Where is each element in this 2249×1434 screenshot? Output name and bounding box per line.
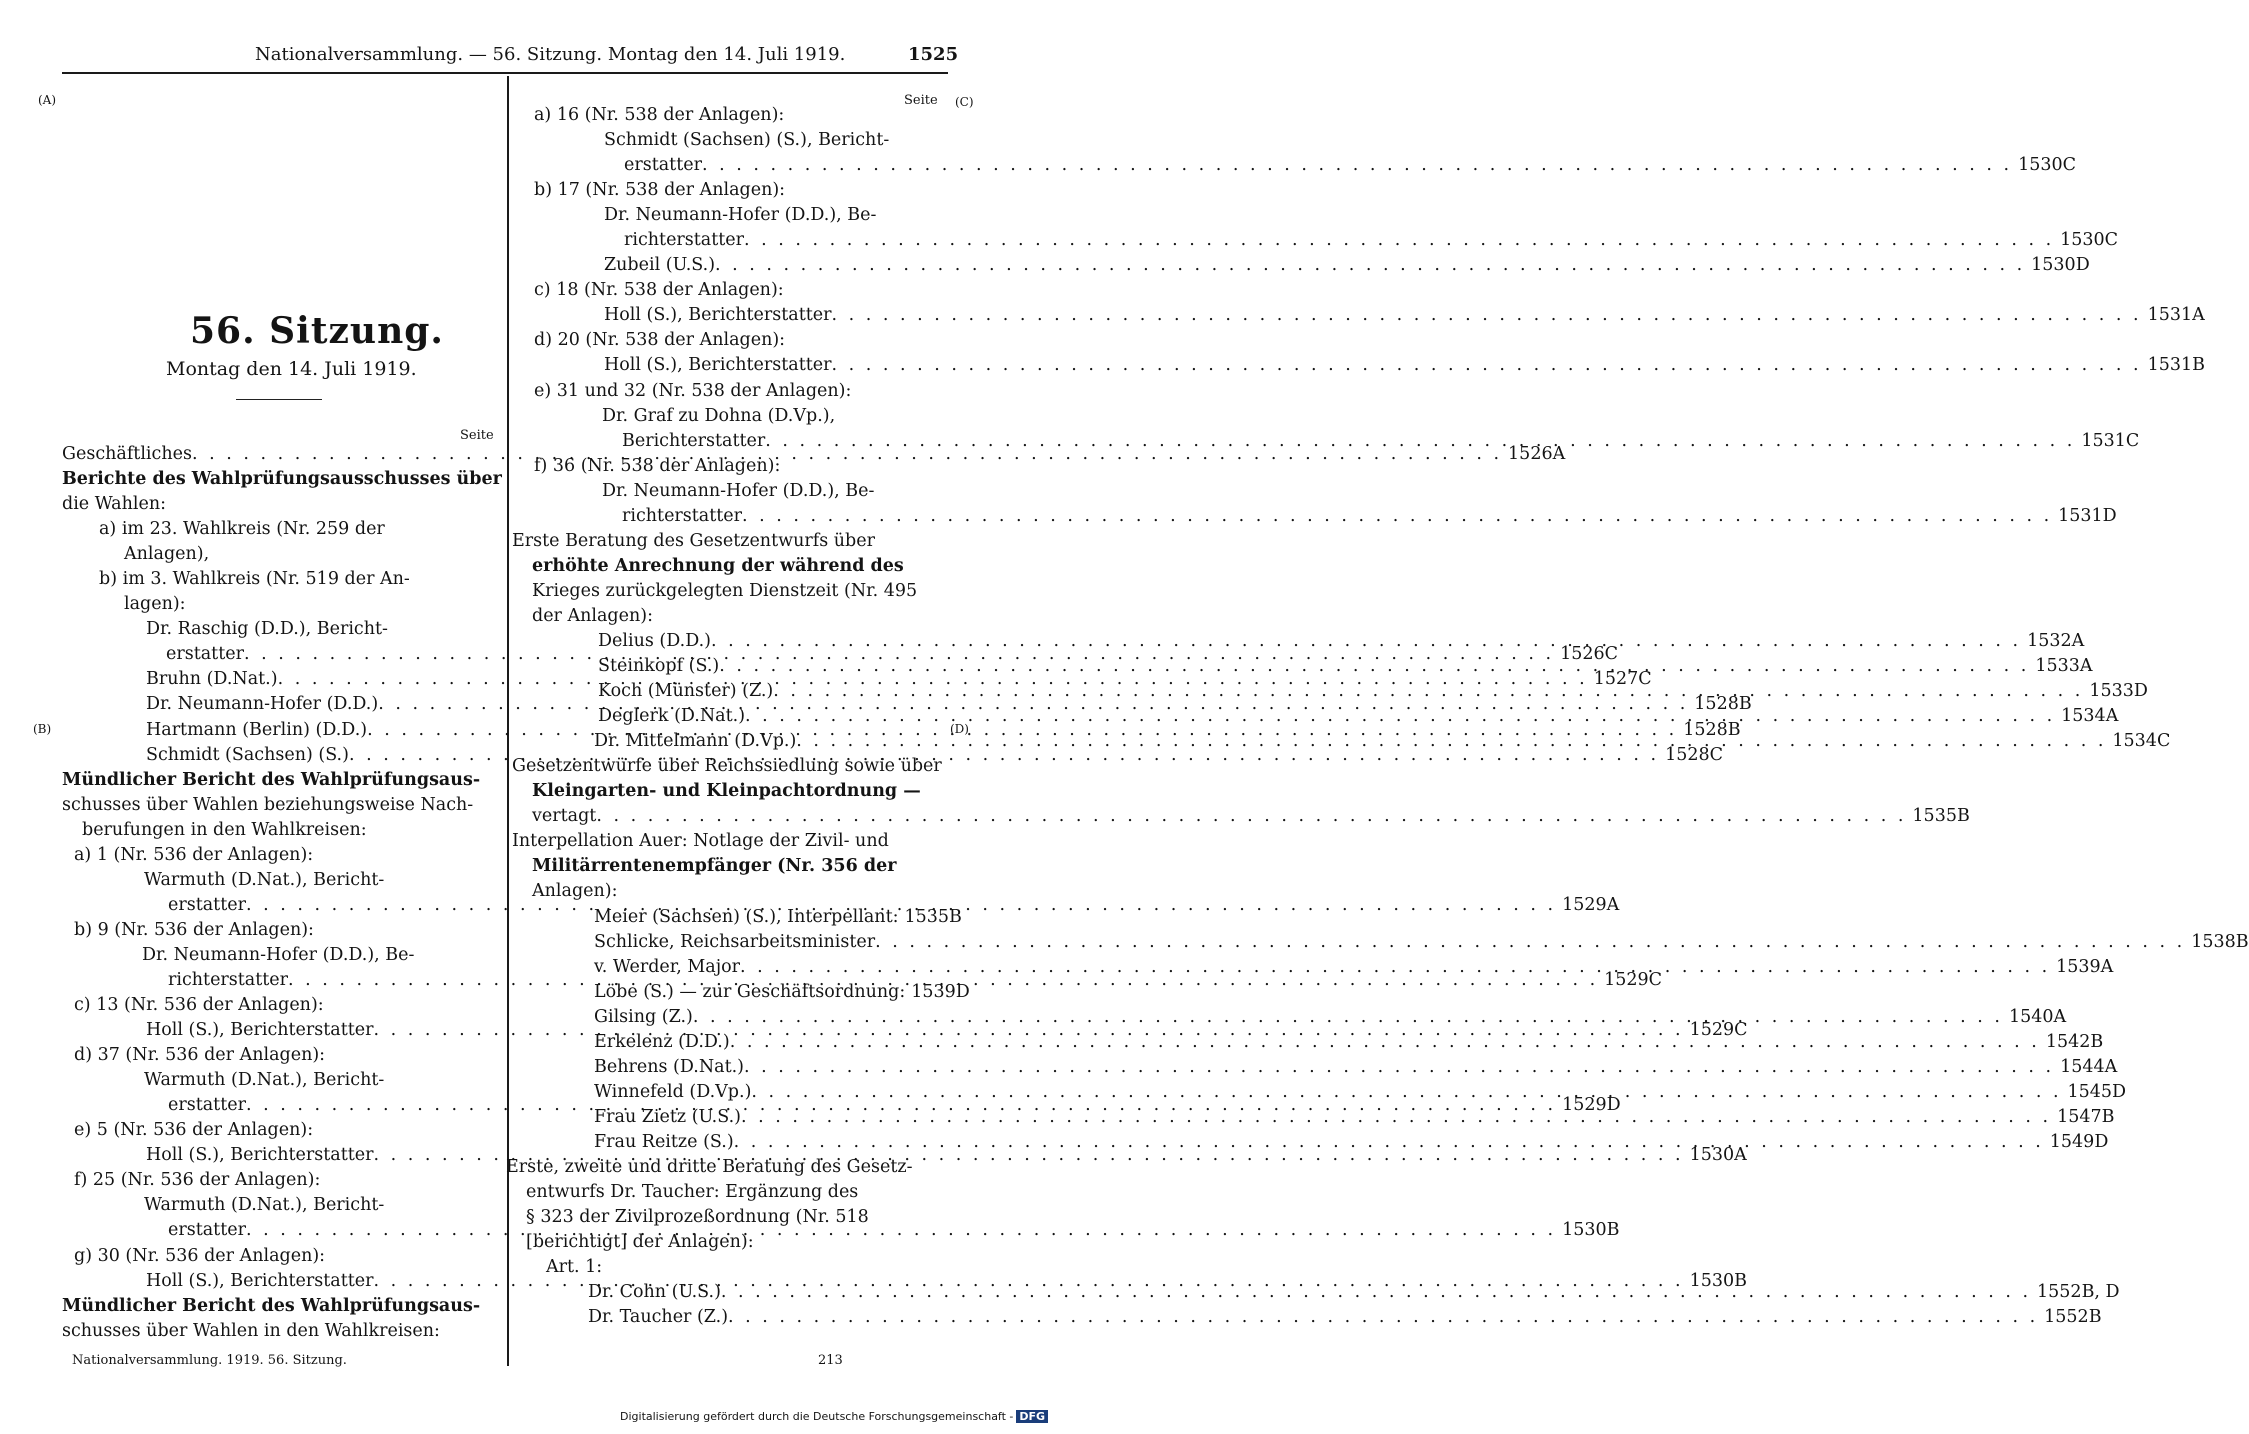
toc-line: Dr. Graf zu Dohna (D.Vp.),	[602, 405, 836, 426]
dot-leader	[832, 353, 2142, 378]
toc-entry-text: erstatter	[166, 644, 244, 665]
toc-entry-text: Holl (S.), Berichterstatter	[146, 1020, 374, 1041]
toc-line: b) 9 (Nr. 536 der Anlagen):	[74, 919, 314, 940]
dot-leader	[715, 253, 2025, 278]
dot-leader	[832, 303, 2142, 328]
toc-line: berufungen in den Wahlkreisen:	[82, 819, 367, 840]
toc-entry-text: Bruhn (D.Nat.)	[146, 669, 278, 690]
dot-leader	[744, 228, 2054, 253]
toc-entry-text: Schlicke, Reichsarbeitsminister	[594, 931, 876, 952]
toc-line: Dr. Neumann-Hofer (D.D.), Be-	[142, 944, 415, 965]
toc-line: a) im 23. Wahlkreis (Nr. 259 der	[99, 519, 385, 540]
toc-entry-text: Gilsing (Z.)	[594, 1006, 693, 1027]
toc-line	[594, 1055, 2118, 1080]
session-title: 56. Sitzung.	[190, 310, 444, 352]
toc-line: c) 13 (Nr. 536 der Anlagen):	[74, 995, 324, 1016]
toc-entry-text: richterstatter	[622, 505, 743, 526]
page-reference: 1538B	[2191, 931, 2249, 952]
toc-entry-text: Delius (D.D.)	[598, 630, 711, 651]
toc-entry-text: Holl (S.), Berichterstatter	[604, 355, 832, 376]
page-reference: 1534A	[2061, 706, 2119, 727]
toc-entry-text: Löbe (S.) — zur Geschäftsordnung:	[594, 981, 906, 1002]
running-header: Nationalversammlung. — 56. Sitzung. Montag den 14. Juli 1919.	[255, 44, 846, 65]
page-reference: 1540A	[2008, 1006, 2067, 1027]
toc-line: Gesetzentwürfe über Reichssiedlung sowie über	[512, 756, 942, 777]
toc-line: Militärrentenempfänger (Nr. 356 der	[532, 856, 897, 877]
toc-line: Warmuth (D.Nat.), Bericht-	[144, 869, 385, 890]
toc-entry-text: Holl (S.), Berichterstatter	[604, 305, 832, 326]
header-rule	[62, 72, 948, 74]
dot-leader	[721, 1280, 2031, 1305]
dfg-logo: DFG	[1016, 1410, 1048, 1423]
toc-line: a) 16 (Nr. 538 der Anlagen):	[534, 105, 785, 125]
toc-line: Berichte des Wahlprüfungsausschusses über	[62, 469, 502, 490]
session-date: Montag den 14. Juli 1919.	[166, 358, 417, 380]
seite-label-right: Seite	[904, 93, 938, 108]
toc-entry-text: Steinkopf (S.)	[598, 656, 720, 677]
credit-text: Digitalisierung gefördert durch die Deutsche Forschungsgemeinschaft -	[620, 1410, 1014, 1423]
toc-entry-text: richterstatter	[624, 230, 745, 251]
toc-entry-text: Frau Reitze (S.)	[594, 1131, 734, 1152]
dot-leader	[596, 804, 1906, 829]
toc-entry-text: Dr. Mittelmann (D.Vp.)	[594, 731, 797, 752]
dot-leader	[745, 704, 2055, 729]
toc-line: d) 20 (Nr. 538 der Anlagen):	[534, 330, 786, 351]
toc-entry-text: v. Werder, Major	[594, 956, 741, 977]
toc-line: schusses über Wahlen beziehungsweise Nach-	[62, 794, 474, 815]
toc-line	[588, 1305, 2102, 1330]
toc-entry-text: Frau Zietz (U.S.)	[594, 1106, 741, 1127]
toc-line: Anlagen),	[124, 544, 210, 565]
toc-line: Mündlicher Bericht des Wahlprüfungsaus-	[62, 1295, 481, 1316]
dot-leader	[711, 629, 2021, 654]
dot-leader	[693, 1005, 2003, 1030]
toc-entry-text: Meier (Sachsen) (S.), Interpellant:	[594, 906, 899, 927]
page-reference: 1531D	[2058, 505, 2117, 526]
toc-line	[594, 905, 962, 930]
page-reference: 1530A	[1689, 1145, 1747, 1166]
toc-line: Kleingarten- und Kleinpachtordnung —	[532, 781, 921, 802]
toc-entry-text: Geschäftliches	[62, 444, 192, 464]
page-reference: 1544A	[2060, 1056, 2118, 1077]
dot-leader	[740, 955, 2050, 980]
page-reference: 1531A	[2147, 305, 2205, 326]
page-reference: 1552B	[2044, 1307, 2102, 1328]
toc-line: lagen):	[124, 594, 186, 615]
footer-signature-line: Nationalversammlung. 1919. 56. Sitzung.	[72, 1353, 347, 1368]
page-reference: 1528B	[1683, 719, 1741, 740]
page-reference: 1530B	[1689, 1270, 1748, 1291]
toc-line: e) 31 und 32 (Nr. 538 der Anlagen):	[534, 380, 852, 401]
toc-entry-text: Behrens (D.Nat.)	[594, 1056, 744, 1077]
toc-line	[604, 253, 2090, 278]
page-reference: 1530C	[2018, 155, 2077, 176]
page-reference: 1531B	[2147, 355, 2206, 376]
toc-line: Schmidt (Sachsen) (S.), Bericht-	[604, 130, 890, 151]
toc-line	[594, 930, 2249, 955]
seite-label-left: Seite	[460, 428, 494, 443]
toc-line: c) 18 (Nr. 538 der Anlagen):	[534, 280, 784, 301]
toc-line: Krieges zurückgelegten Dienstzeit (Nr. 495	[532, 580, 918, 601]
toc-entry-text: erstatter	[624, 155, 702, 176]
page-reference: 1535B	[904, 906, 962, 927]
toc-entry-text: Berichterstatter	[622, 430, 766, 451]
toc-line: d) 37 (Nr. 536 der Anlagen):	[74, 1045, 326, 1066]
toc-line: b) im 3. Wahlkreis (Nr. 519 der An-	[99, 569, 410, 590]
toc-line: § 323 der Zivilprozeßordnung (Nr. 518	[526, 1207, 869, 1228]
page-number: 1525	[908, 44, 959, 65]
toc-entry-text: Zubeil (U.S.)	[604, 255, 716, 276]
page-reference: 1532A	[2027, 630, 2085, 651]
toc-line: Dr. Raschig (D.D.), Bericht-	[146, 619, 388, 640]
dot-leader	[730, 1030, 2040, 1055]
page-reference: 1526C	[1560, 644, 1619, 665]
dot-leader	[875, 930, 2185, 955]
toc-line	[594, 1005, 2067, 1030]
toc-line: Mündlicher Bericht des Wahlprüfungsaus-	[62, 769, 481, 790]
toc-entry-text: Schmidt (Sachsen) (S.)	[146, 744, 349, 765]
toc-line	[598, 629, 2085, 654]
toc-line	[594, 1080, 2127, 1105]
dot-leader	[702, 153, 2012, 178]
toc-line: a) 1 (Nr. 536 der Anlagen):	[74, 844, 314, 865]
toc-line: f) 36 (Nr. 538 der Anlagen):	[534, 455, 781, 476]
toc-entry-text: Hartmann (Berlin) (D.D.)	[146, 719, 368, 740]
page-reference: 1533D	[2089, 681, 2148, 702]
dot-leader	[796, 729, 2106, 754]
page-reference: 1535B	[1912, 806, 1970, 827]
dot-leader	[734, 1130, 2044, 1155]
toc-entry-text: Dr. Cohn (U.S.)	[588, 1282, 721, 1303]
toc-line: [berichtigt] der Anlagen):	[526, 1232, 754, 1253]
toc-entry-text: Deglerk (D.Nat.)	[598, 706, 746, 727]
toc-entry-text: Erkelenz (D.D.)	[594, 1031, 730, 1052]
toc-entry-text: erstatter	[168, 894, 246, 915]
digitization-credit	[620, 1410, 1048, 1423]
toc-entry-text: Dr. Neumann-Hofer (D.D.)	[146, 694, 379, 715]
toc-entry-text: Koch (Münster) (Z.)	[598, 681, 774, 702]
page-reference: 1528C	[1665, 744, 1723, 765]
toc-line: b) 17 (Nr. 538 der Anlagen):	[534, 180, 786, 201]
toc-line: Art. 1:	[546, 1257, 603, 1278]
toc-line: Warmuth (D.Nat.), Bericht-	[144, 1070, 385, 1091]
toc-entry-text: erstatter	[168, 1220, 246, 1241]
page-reference: 1549D	[2049, 1131, 2109, 1152]
toc-line: der Anlagen):	[532, 605, 653, 626]
page-reference: 1529C	[1604, 969, 1663, 990]
toc-entry-text: erstatter	[168, 1095, 246, 1116]
toc-line: Dr. Neumann-Hofer (D.D.), Be-	[604, 205, 877, 226]
page-reference: 1533A	[2035, 656, 2093, 677]
page-reference: 1539A	[2056, 956, 2114, 977]
toc-line: g) 30 (Nr. 536 der Anlagen):	[74, 1245, 326, 1266]
toc-line: erhöhte Anrechnung der während des	[532, 555, 904, 576]
toc-line: die Wahlen:	[62, 494, 167, 515]
toc-entry-text: richterstatter	[168, 969, 289, 990]
dot-leader	[773, 679, 2083, 704]
page-reference: 1530D	[2031, 255, 2090, 276]
toc-line: Erste, zweite und dritte Beratung des Gesetz-	[506, 1156, 913, 1177]
dot-leader	[751, 1080, 2061, 1105]
toc-entry-text: Holl (S.), Berichterstatter	[146, 1270, 374, 1291]
toc-line	[624, 228, 2119, 253]
page-reference: 1531C	[2081, 430, 2140, 451]
page-reference: 1529C	[1689, 1020, 1748, 1041]
page-reference: 1528B	[1694, 694, 1752, 715]
page-reference: 1545D	[2067, 1081, 2127, 1102]
toc-entry-text: Winnefeld (D.Vp.)	[594, 1081, 752, 1102]
toc-line	[594, 1130, 2109, 1155]
dot-leader	[741, 1105, 2051, 1130]
page-reference: 1552B, D	[2037, 1282, 2120, 1303]
margin-mark-c: (C)	[955, 95, 974, 109]
page-reference: 1530C	[2060, 230, 2119, 251]
title-rule	[236, 399, 322, 400]
page-reference: 1539D	[911, 981, 970, 1002]
toc-line	[594, 980, 970, 1005]
toc-line: e) 5 (Nr. 536 der Anlagen):	[74, 1120, 314, 1141]
toc-entry-text: Holl (S.), Berichterstatter	[146, 1145, 374, 1166]
footer-sheet-number: 213	[818, 1353, 843, 1368]
page-reference: 1526A	[1508, 444, 1566, 464]
toc-line: schusses über Wahlen in den Wahlkreisen:	[62, 1320, 440, 1341]
toc-line	[624, 153, 2077, 178]
page-reference: 1529D	[1562, 1095, 1621, 1116]
toc-line	[604, 303, 2205, 328]
toc-line	[604, 353, 2206, 378]
page-reference: 1529A	[1562, 894, 1620, 915]
toc-line	[622, 504, 2117, 529]
page-reference: 1542B	[2045, 1031, 2104, 1052]
margin-mark-d: (D)	[950, 722, 969, 736]
page-reference: 1527C	[1593, 669, 1652, 690]
toc-line: f) 25 (Nr. 536 der Anlagen):	[74, 1170, 321, 1191]
margin-mark-a: (A)	[38, 93, 57, 107]
dot-leader	[719, 654, 2029, 679]
dot-leader	[742, 504, 2052, 529]
toc-line: entwurfs Dr. Taucher: Ergänzung des	[526, 1182, 859, 1203]
dot-leader	[728, 1305, 2038, 1330]
toc-entry-text: vertagt	[532, 806, 597, 827]
toc-line: Dr. Neumann-Hofer (D.D.), Be-	[602, 480, 875, 501]
page-reference: 1530B	[1562, 1220, 1620, 1241]
toc-line: Anlagen):	[532, 881, 618, 902]
page-reference: 1547B	[2057, 1106, 2115, 1127]
toc-line: Erste Beratung des Gesetzentwurfs über	[512, 530, 875, 551]
toc-entry-text: Dr. Taucher (Z.)	[588, 1307, 729, 1328]
dot-leader	[765, 429, 2075, 454]
dot-leader	[744, 1055, 2054, 1080]
margin-mark-b: (B)	[33, 722, 52, 736]
toc-line: Interpellation Auer: Notlage der Zivil- und	[512, 831, 889, 852]
toc-line	[532, 804, 1970, 829]
page-reference: 1534C	[2112, 731, 2171, 752]
toc-line: Warmuth (D.Nat.), Bericht-	[144, 1195, 385, 1216]
